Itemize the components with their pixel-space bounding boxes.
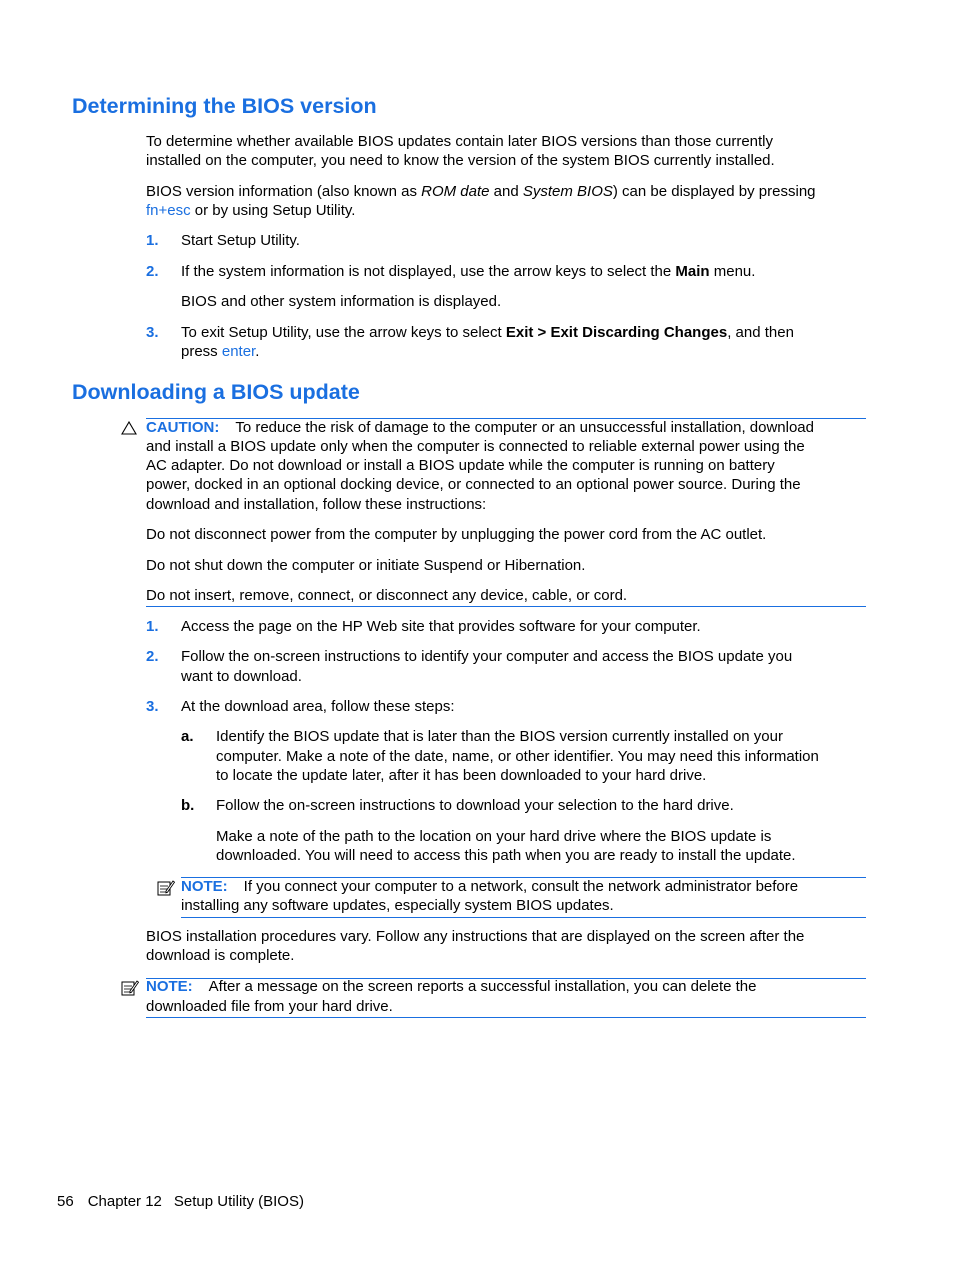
step-number: 3. [146,698,159,715]
key-enter: enter [221,343,256,360]
step-text: Start Setup Utility. [181,232,300,249]
step-subtext: BIOS and other system information is displayed. [181,293,502,310]
step-text: To exit Setup Utility, use the arrow keys to select Exit > Exit Discarding Changes, and then [181,324,794,341]
caution-item: Do not shut down the computer or initiate Suspend or Hibernation. [146,557,586,574]
substep-text: computer. Make a note of the date, name, or other identifier. You may need this information [216,748,819,765]
paragraph-line: To determine whether available BIOS updates contain later BIOS versions than those currently [146,133,774,150]
step-text-line2: press enter. [181,343,260,360]
caution-bottom-rule [146,606,866,607]
substep-subtext: downloaded. You will need to access this path when you are ready to install the update. [216,847,796,864]
chapter-title: Setup Utility (BIOS) [173,1193,304,1210]
paragraph-line: BIOS installation procedures vary. Follow any instructions that are displayed on the screen after the [146,928,805,945]
paragraph-line: installed on the computer, you need to know the version of the system BIOS currently installed. [146,152,775,169]
note1-line: installing any software updates, especially system BIOS updates. [181,897,614,914]
caution-line: AC adapter. Do not download or install a BIOS update while the computer is running on battery [146,457,775,474]
note1-bottom-rule [181,917,866,918]
caution-line: and install a BIOS update only when the computer is connected to reliable external power using the [146,438,805,455]
exit-menu-term: Exit > Exit Discarding Changes [505,324,728,341]
substep-text: Follow the on-screen instructions to download your selection to the hard drive. [216,797,734,814]
chapter-label: Chapter 12 [87,1193,162,1210]
step-text: Access the page on the HP Web site that provides software for your computer. [181,618,701,635]
caution-item: Do not disconnect power from the computer by unplugging the power cord from the AC outlet. [146,526,767,543]
main-menu-term: Main [675,263,710,280]
substep-text: to locate the update later, after it has been downloaded to your hard drive. [216,767,707,784]
step-text: If the system information is not displayed, use the arrow keys to select the Main menu. [181,263,756,280]
caution-icon [121,421,137,435]
note1-label: NOTE: [181,878,228,895]
substep-letter: a. [181,728,194,745]
note2-bottom-rule [146,1017,866,1018]
substep-subtext: Make a note of the path to the location on your hard drive where the BIOS update is [216,828,772,845]
note2-line: downloaded file from your hard drive. [146,998,393,1015]
substep-letter: b. [181,797,195,814]
note-icon [157,879,175,896]
note1-line: NOTE: If you connect your computer to a network, consult the network administrator before [181,878,799,895]
step-number: 1. [146,232,159,249]
system-bios-term: System BIOS [522,183,613,200]
key-fn-esc: fn+esc [146,202,191,219]
paragraph-line: download is complete. [146,947,295,964]
note-icon [121,979,139,996]
step-number: 3. [146,324,159,341]
step-text: Follow the on-screen instructions to identify your computer and access the BIOS update you [181,648,793,665]
rom-date-term: ROM date [421,183,490,200]
note2-label: NOTE: [146,978,193,995]
step-text: At the download area, follow these steps: [181,698,455,715]
section-heading-downloading-bios-update: Downloading a BIOS update [72,380,360,404]
caution-line: download and installation, follow these instructions: [146,496,487,513]
step-text-line2: want to download. [181,668,302,685]
paragraph-bios-info-line2: fn+esc or by using Setup Utility. [146,202,356,219]
section-heading-determining-bios-version: Determining the BIOS version [72,94,377,118]
step-number: 1. [146,618,159,635]
caution-line: power, docked in an optional docking device, or connected to an optional power source. During the [146,476,801,493]
footer [57,1192,304,1211]
caution-item: Do not insert, remove, connect, or disconnect any device, cable, or cord. [146,587,628,604]
note2-line: NOTE: After a message on the screen reports a successful installation, you can delete the [146,978,757,995]
substep-text: Identify the BIOS update that is later than the BIOS version currently installed on your [216,728,783,745]
caution-label: CAUTION: [146,419,220,436]
page-number: 56 [57,1193,74,1210]
step-number: 2. [146,648,159,665]
caution-line: CAUTION: To reduce the risk of damage to the computer or an unsuccessful installation, download [146,419,814,436]
paragraph-bios-info: BIOS version information (also known as ROM date and System BIOS) can be displayed by pressing [146,183,816,200]
step-number: 2. [146,263,159,280]
